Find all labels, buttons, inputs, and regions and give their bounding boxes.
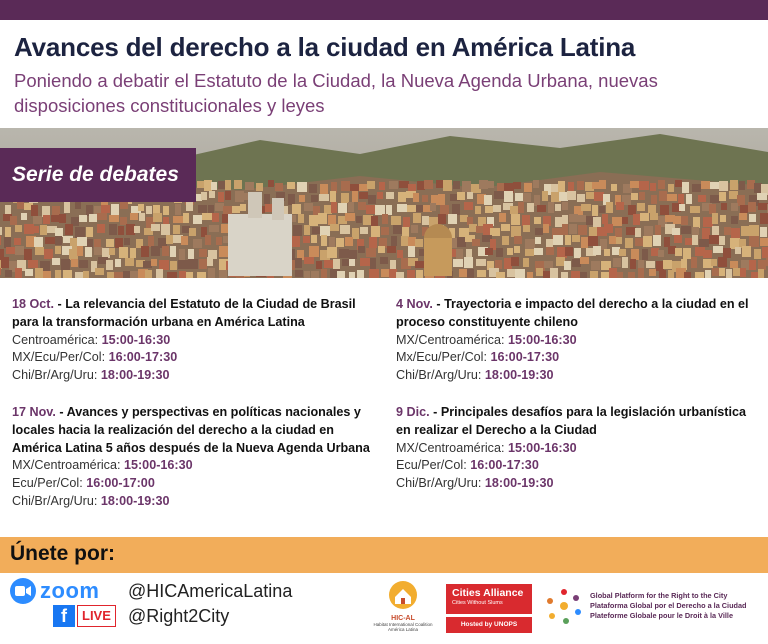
session-separator: - [55,405,67,419]
time-zone-label: MX/Centroamérica: [12,458,121,473]
gp-line-fr: Plateforme Globale pour le Droit à la Ville [590,611,734,620]
session-time-row [12,367,382,385]
session-heading [396,404,758,440]
session-time-row [12,332,382,350]
session-date: 17 Nov. [12,405,56,419]
zoom-wordmark: zoom [40,578,100,603]
hic-house-icon [388,580,418,610]
gp-line-es: Plataforma Global por el Derecho a la Ciudad [590,601,747,610]
session-time-row [12,493,382,511]
session-card [396,296,758,385]
time-zone-label: Chi/Br/Arg/Uru: [396,476,482,491]
hic-name: HIC-AL [391,615,415,622]
session-separator: - [429,405,441,419]
time-zone-label: Chi/Br/Arg/Uru: [12,368,98,383]
time-zone-label: Ecu/Per/Col: [396,458,467,473]
cities-alliance-logo [446,584,532,633]
time-range: 16:00-17:30 [470,458,539,473]
session-time-row [12,475,382,493]
time-zone-label: Centroamérica: [12,332,99,347]
global-platform-text [590,591,747,621]
session-time-row [12,349,382,367]
zoom-camera-icon [10,578,36,604]
time-zone-label: Chi/Br/Arg/Uru: [396,368,482,383]
time-zone-label: MX/Centroamérica: [396,332,505,347]
zoom-link[interactable] [10,578,99,604]
time-range: 18:00-19:30 [484,476,554,491]
top-bar [0,0,768,20]
time-range: 18:00-19:30 [100,368,170,383]
time-zone-label: Chi/Br/Arg/Uru: [12,493,98,508]
join-band [0,537,768,573]
session-time-row [396,349,758,367]
session-title: La relevancia del Estatuto de la Ciudad de Brasil para la transformación urbana en América Latina [12,297,356,329]
session-date: 4 Nov. [396,297,433,311]
cities-alliance-tagline: Cities Without Slums [452,600,503,606]
session-title: Principales desafíos para la legislación urbanística en realizar el Derecho a la Ciudad [396,405,746,437]
series-badge: Serie de debates [0,148,196,202]
session-heading [396,296,758,332]
session-title: Avances y perspectivas en políticas nacionales y locales hacia la realización del derecho a la ciudad en América Latina 5 años después de la Nueva Agenda Urbana [12,405,370,455]
cities-alliance-name: Cities Alliance [452,587,524,599]
cities-alliance-wordmark [446,584,532,614]
time-zone-label: MX/Ecu/Per/Col: [12,350,106,365]
hic-subtitle: Habitat International Coalition América Latina [373,622,433,632]
global-platform-emblem-icon [542,586,586,626]
session-date: 9 Dic. [396,405,430,419]
facebook-icon: f [53,605,75,627]
time-range: 15:00-16:30 [101,332,171,347]
session-time-row [12,457,382,475]
facebook-live-link[interactable] [53,605,116,627]
page-subtitle: Poniendo a debatir el Estatuto de la Ciudad, la Nueva Agenda Urbana, nuevas disposiciones constitucionales y leyes [14,70,658,116]
hic-al-logo [372,580,434,642]
time-range: 16:00-17:30 [490,350,560,365]
time-zone-label: Ecu/Per/Col: [12,476,83,491]
time-range: 18:00-19:30 [484,368,554,383]
session-time-row [396,367,758,385]
time-zone-label: Mx/Ecu/Per/Col: [396,350,487,365]
facebook-handle[interactable]: @Right2City [128,606,230,626]
session-card [12,404,382,511]
join-label: Únete por: [10,542,115,565]
session-separator: - [432,297,445,311]
session-card [12,296,382,385]
live-badge: LIVE [77,605,116,627]
time-range: 15:00-16:30 [507,332,577,347]
gp-line-en: Global Platform for the Right to the City [590,591,728,600]
session-time-row [396,475,758,493]
time-range: 16:00-17:30 [108,350,178,365]
time-range: 18:00-19:30 [100,493,170,508]
session-separator: - [54,297,66,311]
time-range: 15:00-16:30 [507,440,577,455]
cities-alliance-host: Hosted by UNOPS [446,617,532,633]
session-date: 18 Oct. [12,297,54,311]
zoom-handle[interactable]: @HICAmericaLatina [128,581,293,601]
session-title: Trayectoria e impacto del derecho a la ciudad en el proceso constituyente chileno [396,297,749,329]
session-time-row [396,332,758,350]
time-range: 15:00-16:30 [123,458,193,473]
time-range: 16:00-17:00 [86,476,155,491]
session-heading [12,296,382,332]
time-zone-label: MX/Centroamérica: [396,440,505,455]
global-platform-logo [542,586,747,626]
session-time-row [396,457,758,475]
session-time-row [396,440,758,458]
page-title: Avances del derecho a la ciudad en América Latina [14,32,636,62]
session-heading [12,404,382,457]
session-card [396,404,758,493]
